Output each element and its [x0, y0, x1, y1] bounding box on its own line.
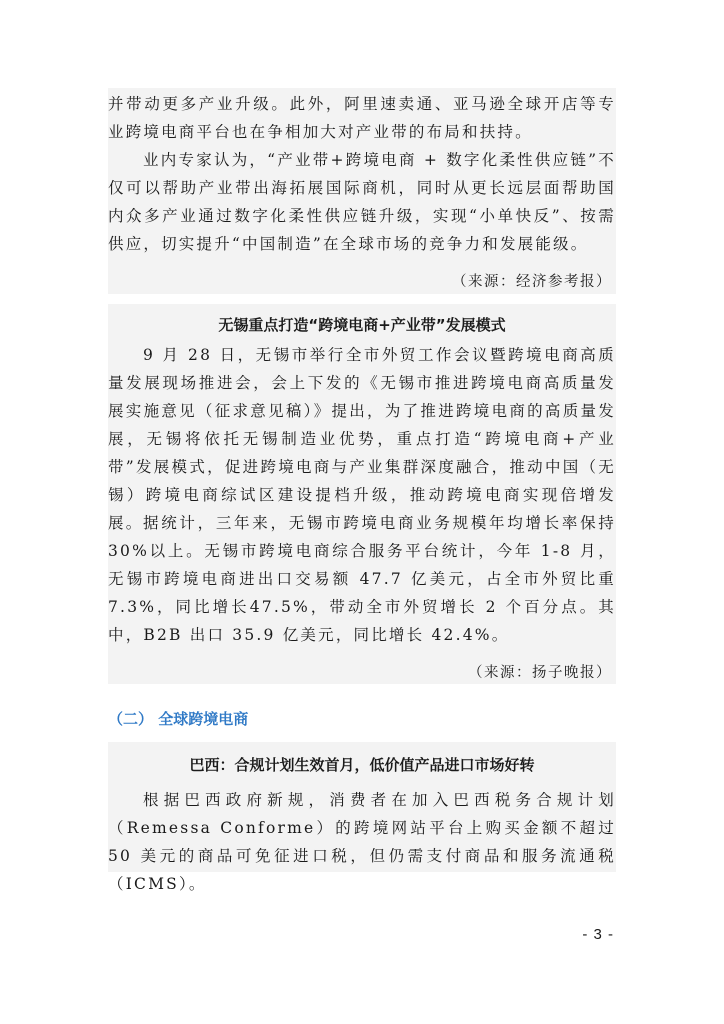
page-number: - 3 - [582, 926, 614, 943]
paragraph-wuxi-meeting: 9 月 28 日，无锡市举行全市外贸工作会议暨跨境电商高质量发展现场推进会，会上下发的《无锡市推进跨境电商高质量发展实施意见（征求意见稿）》提出，为了推进跨境电商的高质量发展，无锡将依托无锡制造业优势，重点打造“跨境电商+产业带”发展模式，促进跨境电商与产业集群深度融合，推动中国（无锡）跨境电商综试区建设提档升级，推动跨境电商实现倍增发展。 [108, 346, 616, 532]
source-yangtse-evening: （来源：扬子晚报） [468, 665, 612, 681]
source-economic-reference: （来源：经济参考报） [452, 274, 612, 290]
paragraph-industry-upgrade: 并带动更多产业升级。此外，阿里速卖通、亚马逊全球开店等专业跨境电商平台也在争相加大对产业带的布局和扶持。 [108, 95, 616, 141]
paragraph-expert-opinion: 业内专家认为，“产业带+跨境电商 + 数字化柔性供应链”不仅可以帮助产业带出海拓展国际商机，同时从更长远层面帮助国内众多产业通过数字化柔性供应链升级，实现“小单快反”、按需供应，切实提升“中国制造”在全球市场的竞争力和发展能级。 [108, 151, 616, 253]
headline-wuxi: 无锡重点打造“跨境电商+产业带”发展模式 [218, 316, 506, 334]
paragraph-wuxi-statistics: 据统计，三年来，无锡市跨境电商业务规模年均增长率保持 30%以上。无锡市跨境电商综合服务平台统计，今年 1-8 月，无锡市跨境电商进出口交易额 47.7 亿美元，占全市外贸比重 7.3%，同比增长47.5%，带动全市外贸增长 2 个百分点。其中，B2B 出口 35.9 亿美元，同比增长 42.4%。 [108, 514, 616, 644]
headline-brazil: 巴西：合规计划生效首月，低价值产品进口市场好转 [189, 756, 535, 774]
paragraph-brazil-rule: 根据巴西政府新规，消费者在加入巴西税务合规计划（Remessa Conforme）的跨境网站平台上购买金额不超过 50 美元的商品可免征进口税，但仍需支付商品和服务流通税（ICMS）。 [108, 791, 616, 893]
section-heading-global: （二） 全球跨境电商 [108, 710, 249, 728]
